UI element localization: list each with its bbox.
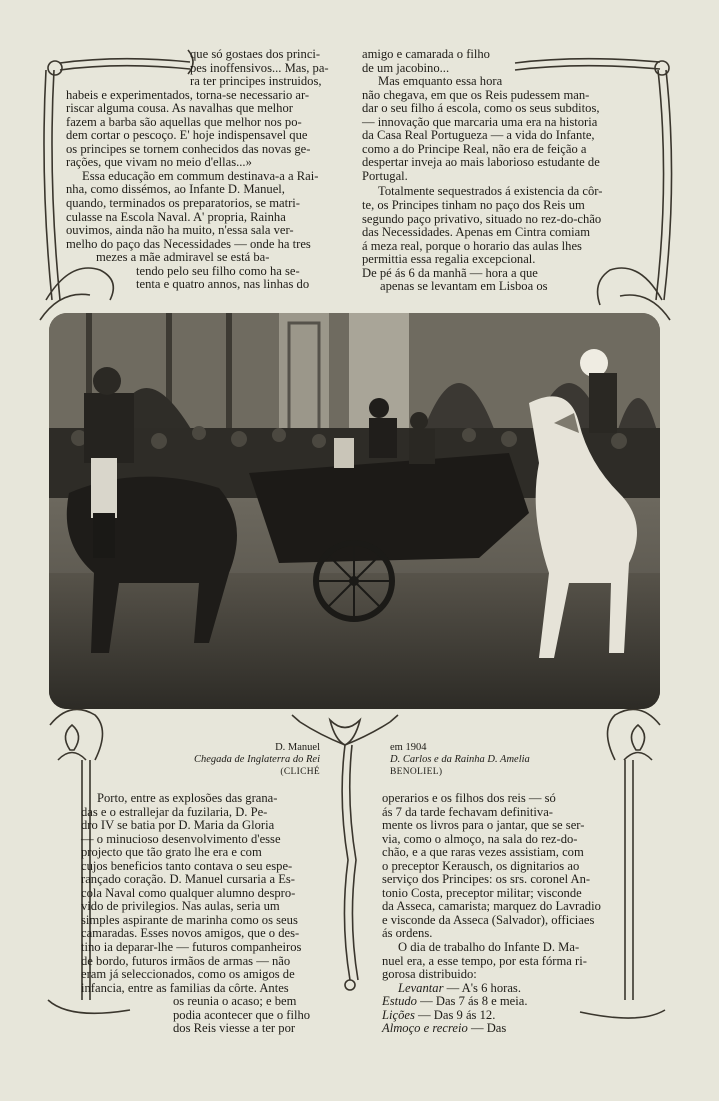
paragraph-line: não chegava, em que os Reis pudessem man-	[362, 87, 590, 102]
paragraph-line: nha, como dissémos, ao Infante D. Manuel,	[66, 182, 285, 197]
paragraph-line: rançado coração. D. Manuel cursaria a Es-	[81, 872, 295, 887]
paragraph-line: eram já seleccionados, como os amigos de	[81, 967, 295, 982]
paragraph-line: que só gostaes dos princi-	[190, 47, 321, 61]
schedule-text: — Das	[467, 1021, 507, 1036]
caption-line	[154, 754, 320, 766]
paragraph-line: riscar alguma cousa. As navalhas que melhor	[66, 101, 293, 116]
paragraph-line: projecto que tão grato lhe era e com	[81, 845, 262, 860]
paragraph-line: os reunia o acaso; e bem	[173, 994, 297, 1009]
photo-caption-left	[154, 742, 320, 778]
caption-italic: Chegada de Inglaterra do Rei	[194, 754, 320, 765]
schedule-label: Levantar	[398, 980, 444, 995]
caption-line: D. Manuel	[275, 742, 320, 753]
paragraph-line: amigo e camarada o filho	[362, 47, 490, 61]
paragraph-line: segundo paço privativo, situado no rez-do-chão	[362, 211, 602, 226]
schedule-text: — Das 9 ás 12.	[414, 1007, 496, 1022]
paragraph-line: tino ia deparar-lhe — futuros companheiros	[81, 940, 302, 955]
paragraph-line: — innovação que marcaria uma era na historia	[362, 114, 598, 129]
paragraph-line: de bordo, futuros irmãos de armas — não	[81, 953, 291, 968]
schedule-label: Estudo	[382, 994, 417, 1009]
paragraph-line: ra ter principes instruidos,	[190, 74, 322, 89]
schedule-text: — Das 7 ás 8 e meia.	[416, 994, 528, 1009]
paragraph-line: operarios e os filhos dos reis — só	[382, 791, 556, 805]
paragraph-line: — o minucioso desenvolvimento d'esse	[81, 831, 281, 846]
paragraph-line: dos Reis viesse a ter por	[173, 1021, 296, 1036]
paragraph-line: o preceptor Kerausch, os dignitarios ao	[382, 858, 580, 873]
paragraph-line: apenas se levantam em Lisboa os	[380, 279, 548, 294]
paragraph-line: serviço dos Principes: os srs. coronel An-	[382, 872, 591, 887]
paragraph-line: ouvimos, ainda não ha muito, n'essa sala ver-	[66, 223, 294, 238]
paragraph-line: quando, terminados os preparatorios, se matri-	[66, 196, 300, 211]
caption-line: em 1904	[390, 742, 427, 753]
caption-italic: D. Carlos e da Rainha D. Amelia	[390, 754, 530, 765]
paragraph-line: camaradas. Esses novos amigos, que o des-	[81, 926, 300, 941]
paragraph-line: Mas emquanto essa hora	[378, 74, 503, 89]
paragraph-line: fazem a barba são aquellas que melhor nos po-	[66, 114, 302, 129]
paragraph-line: vido de privilegios. Nas aulas, seria um	[81, 899, 280, 914]
schedule-entry	[382, 982, 632, 996]
paragraph-line: nuel era, a esse tempo, por esta fórma ri-	[382, 953, 587, 968]
schedule-text: — A's 6 horas.	[443, 980, 521, 995]
paragraph-line: ás ordens.	[382, 926, 433, 941]
paragraph-line: como a do Principe Real, não era de feição a	[362, 141, 587, 156]
text-column-bottom-right	[382, 792, 632, 1036]
paragraph-line: O dia de trabalho do Infante D. Ma-	[398, 940, 580, 955]
schedule-entry	[382, 995, 632, 1009]
schedule-entry	[382, 1022, 632, 1036]
caption-line: BENOLIEL)	[390, 767, 443, 777]
paragraph-line: De pé ás 6 da manhã — hora a que	[362, 265, 538, 280]
paragraph-line: e visconde da Asseca (Salvador), officiaes	[382, 912, 595, 927]
paragraph-line: tonio Costa, preceptor militar; visconde	[382, 885, 582, 900]
paragraph-line: da Casa Real Portugueza — a vida do Infante,	[362, 128, 595, 143]
paragraph-line: simples aspirante de marinha como os seus	[81, 912, 298, 927]
paragraph-line: tendo pelo seu filho como ha se-	[136, 263, 300, 278]
paragraph-line: dro IV se batia por D. Maria da Gloria	[81, 818, 275, 833]
paragraph-line: de um jacobino...	[362, 60, 450, 75]
paragraph-line: te, os Principes tinham no paço dos Reis um	[362, 198, 585, 213]
paragraph-line: Totalmente sequestrados á existencia da côr-	[378, 184, 603, 199]
schedule-label: Lições	[382, 1007, 415, 1022]
paragraph-line: os principes se tornem conhecidos das novas ge-	[66, 141, 311, 156]
paragraph-line: Porto, entre as explosões das grana-	[97, 791, 278, 805]
paragraph-line: chão, e a que raras vezes assistiam, com	[382, 845, 584, 860]
schedule-entry	[382, 1009, 632, 1023]
paragraph-line: ás 7 da tarde fechavam definitiva-	[382, 804, 553, 819]
paragraph-line: gorosa distribuido:	[382, 967, 477, 982]
paragraph-line: dem cortar o pescoço. E' hoje indispensavel que	[66, 128, 308, 143]
paragraph-line: habeis e experimentados, torna-se necessario ar-	[66, 87, 310, 102]
paragraph-line: despertar inveja ao mais laborioso estudante de	[362, 155, 600, 170]
paragraph-line: mezes a mãe admiravel se está ba-	[96, 250, 270, 265]
photo-caption-right	[390, 742, 590, 778]
caption-line: (CLICHÉ	[280, 767, 320, 777]
paragraph-line: dar o seu filho á escola, como os seus subditos,	[362, 101, 600, 116]
paragraph-line: culasse na Escola Naval. A' propria, Rainha	[66, 209, 286, 224]
caption-line	[390, 754, 590, 766]
text-column-top-left	[66, 48, 338, 292]
text-column-top-right	[362, 48, 638, 294]
text-column-bottom-left	[81, 792, 345, 1036]
paragraph-line: cola Naval como qualquer alumno despro-	[81, 885, 296, 900]
paragraph-line: permittia essa regalia excepcional.	[362, 252, 536, 267]
paragraph-line: cujos beneficios tanto contava o seu espe-	[81, 858, 293, 873]
paragraph-line: á meza real, porque o horario das aulas lhes	[362, 238, 582, 253]
paragraph-line: rações, que vivam no meio d'ellas...»	[66, 155, 252, 170]
paragraph-line: melho do paço das Necessidades — onde ha tres	[66, 236, 311, 251]
paragraph-line: infancia, entre as familias da côrte. Antes	[81, 980, 289, 995]
paragraph-line: das e o estrallejar da fuzilaria, D. Pe-	[81, 804, 268, 819]
photograph-royal-carriage	[49, 313, 660, 709]
paragraph-line: tenta e quatro annos, nas linhas do	[136, 277, 310, 292]
paragraph-line: podia acontecer que o filho	[173, 1007, 311, 1022]
paragraph-line: das Necessidades. Apenas em Cintra comiam	[362, 225, 591, 240]
paragraph-line: via, como o almoço, na sala do rez-do-	[382, 831, 578, 846]
paragraph-line: Portugal.	[362, 168, 408, 183]
paragraph-line: da Asseca, camarista; marquez do Lavradio	[382, 899, 601, 914]
paragraph-line: Essa educação em commum destinava-a a Rai-	[82, 168, 319, 183]
paragraph-line: pes inoffensivos... Mas, pa-	[190, 60, 329, 75]
paragraph-line: mente os livros para o jantar, que se ser-	[382, 818, 585, 833]
schedule-label: Almoço e recreio	[382, 1021, 468, 1036]
